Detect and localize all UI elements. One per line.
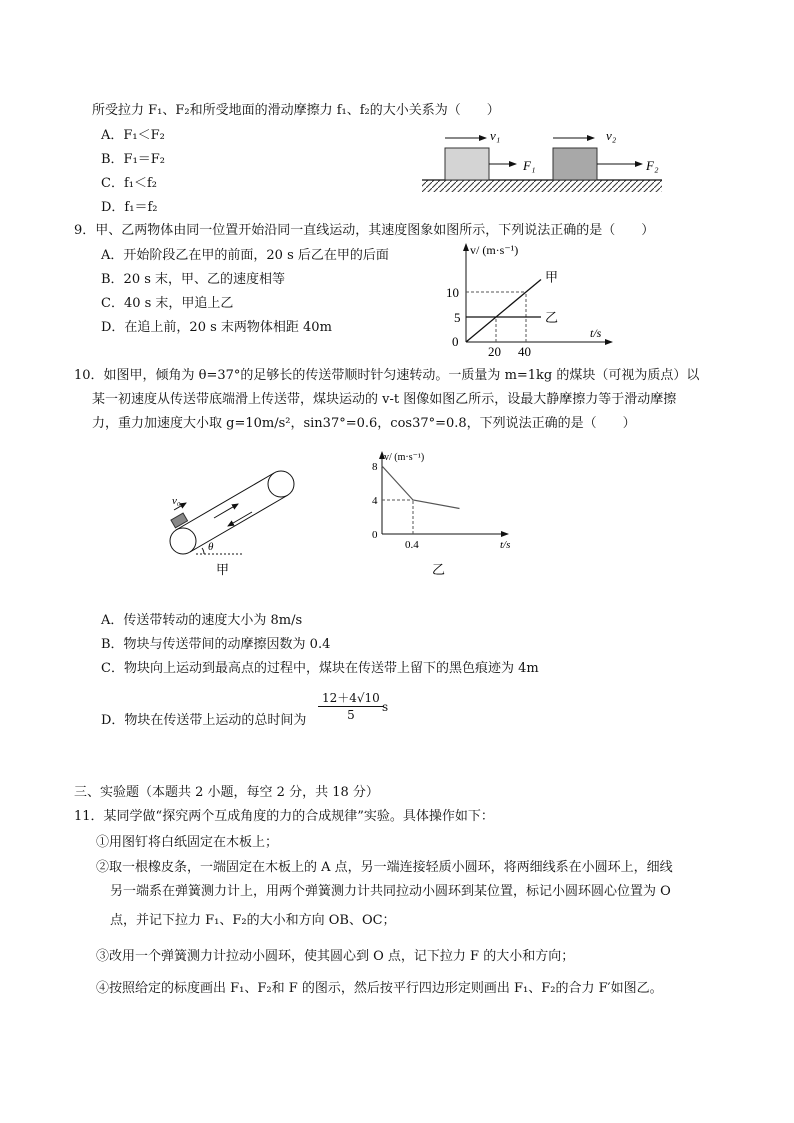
q8-option-c: C．f₁＜f₂	[101, 176, 157, 191]
q11-step-2-cont: 另一端系在弹簧测力计上，用两个弹簧测力计共同拉动小圆环到某位置，标记小圆环圆心位置为 O	[110, 884, 671, 899]
q11-step-3: ③改用一个弹簧测力计拉动小圆环，使其圆心到 O 点，记下拉力 F 的大小和方向；	[96, 949, 575, 964]
y-tick-label: 4	[372, 495, 378, 507]
q8-option-d: D．f₁＝f₂	[101, 200, 158, 215]
origin-label: 0	[372, 529, 378, 541]
q10-option-b: B．物块与传送带间的动摩擦因数为 0.4	[101, 637, 331, 652]
q10-stem-line-1: 10．如图甲，倾角为 θ=37°的足够长的传送带顺时针匀速转动。一质量为 m=1kg 的煤块（可视为质点）以	[74, 368, 700, 383]
q10-stem-line-2: 某一初速度从传送带底端滑上传送带，煤块运动的 v-t 图像如图乙所示，设最大静摩擦力等于滑动摩擦	[92, 392, 677, 407]
q8-stem: 所受拉力 F₁、F₂和所受地面的滑动摩擦力 f₁、f₂的大小关系为（ ）	[92, 103, 500, 118]
q10-option-d: D．物块在传送带上运动的总时间为	[101, 713, 307, 728]
q9-option-d: D．在追上前，20 s 末两物体相距 40m	[101, 320, 332, 335]
q11-step-2-end: 点，并记下拉力 F₁、F₂的大小和方向 OB、OC；	[110, 913, 396, 928]
q10-vt-chart	[368, 446, 528, 578]
q10-option-c: C．物块向上运动到最高点的过程中，煤块在传送带上留下的黑色痕迹为 4m	[101, 661, 539, 676]
v2-label: v₂	[606, 128, 617, 143]
q9-vt-chart	[440, 238, 620, 356]
q10-option-d-fraction	[318, 690, 384, 723]
q9-option-b: B．20 s 末，甲、乙的速度相等	[101, 272, 286, 287]
q9-stem: 9．甲、乙两物体由同一位置开始沿同一直线运动，其速度图象如图所示，下列说法正确的是（ ）	[74, 223, 655, 238]
y-axis-label: v/ (m·s⁻¹)	[470, 243, 519, 257]
q9-option-a: A．开始阶段乙在甲的前面，20 s 后乙在甲的后面	[101, 248, 389, 263]
q11-stem: 11．某同学做“探究两个互成角度的力的合成规律”实验。具体操作如下：	[74, 809, 494, 824]
q8-option-b: B．F₁＝F₂	[101, 152, 166, 167]
q11-step-2: ②取一根橡皮条，一端固定在木板上的 A 点，另一端连接轻质小圆环，将两细线系在小圆环上，细线	[96, 860, 673, 875]
F1-label: F₁	[523, 158, 536, 173]
q10-option-a: A．传送带转动的速度大小为 8m/s	[101, 613, 303, 628]
x-axis-label: t/s	[500, 539, 511, 551]
series-line-1	[382, 466, 460, 509]
fraction-denominator: 5	[347, 708, 355, 722]
v1-label: v₁	[490, 128, 501, 143]
q8-option-a: A．F₁＜F₂	[101, 128, 165, 143]
q11-step-1: ①用图钉将白纸固定在木板上；	[96, 835, 279, 850]
q10-stem-line-3: 力，重力加速度大小取 g=10m/s²，sin37°=0.6，cos37°=0.8，下列说法正确的是（ ）	[92, 416, 636, 431]
series-line-1	[466, 280, 541, 343]
y-tick-label: 10	[446, 285, 459, 300]
section-3-title: 三、实验题（本题共 2 小题，每空 2 分，共 18 分）	[74, 785, 379, 800]
y-axis-label: v/ (m·s⁻¹)	[384, 452, 425, 463]
q10-conveyor-figure	[160, 462, 310, 580]
x-tick-label: 20	[488, 344, 501, 356]
q9-option-c: C．40 s 末，甲追上乙	[101, 296, 234, 311]
x-tick-label: 0.4	[405, 539, 419, 551]
series-label-1: 甲	[545, 269, 559, 285]
series-label-2: 乙	[545, 310, 559, 325]
block-2	[553, 148, 597, 180]
fig-a-caption: 甲	[216, 562, 230, 577]
q11-step-4: ④按照给定的标度画出 F₁、F₂和 F 的图示，然后按平行四边形定则画出 F₁、F₂的合力 F′如图乙。	[96, 981, 663, 996]
fig-b-caption: 乙	[432, 562, 446, 577]
origin-label: 0	[452, 334, 459, 349]
fraction-numerator: 12＋4√10	[318, 690, 384, 707]
x-axis-label: t/s	[590, 326, 602, 340]
theta-label: θ	[208, 541, 214, 553]
block-1	[445, 148, 489, 180]
y-tick-label: 8	[372, 461, 378, 473]
fraction-unit: s	[382, 700, 389, 714]
v0-label: v₀	[172, 495, 181, 507]
y-tick-label: 5	[454, 310, 461, 325]
F2-label: F₂	[646, 158, 659, 173]
x-tick-label: 40	[518, 344, 531, 356]
q8-blocks-figure	[420, 122, 680, 200]
